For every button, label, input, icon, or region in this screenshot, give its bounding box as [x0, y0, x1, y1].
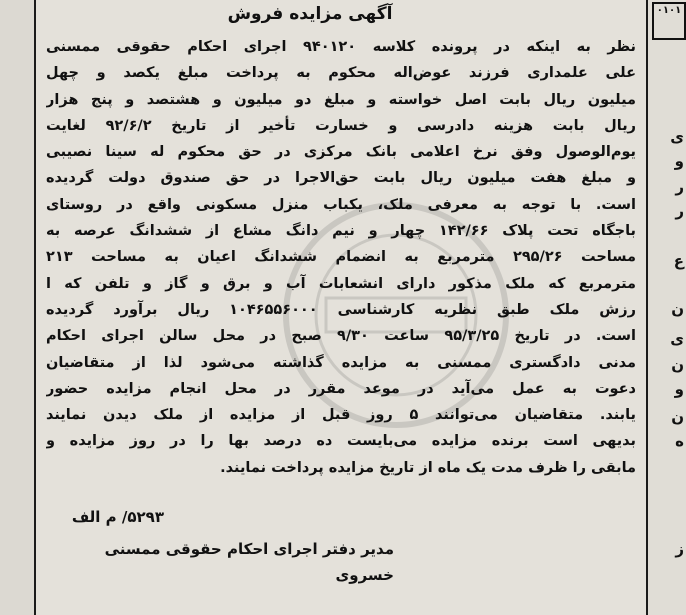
left-page-margin	[0, 0, 36, 615]
adjacent-ad-header: ۰۱۰۱	[652, 2, 686, 40]
fragment-letter: ن	[671, 300, 684, 318]
notice-line: مدنی دادگستری ممسنی به مزایده گذاشته می‌شود لذا از متقاضیان	[46, 354, 636, 371]
fragment-letter: و	[674, 152, 684, 170]
notice-line: باجگاه تحت پلاک ۱۴۲/۶۶ چهار و نیم دانگ مشاع از ششدانگ عرصه به	[46, 223, 636, 240]
fragment-letter: ه	[675, 432, 684, 450]
notice-line: مابقی را ظرف مدت یک ماه از تاریخ مزایده پرداخت نمایند.	[220, 459, 636, 476]
notice-line: است. در تاریخ ۹۵/۳/۲۵ ساعت ۹/۳۰ صبح در محل سالن اجرای احکام	[46, 328, 636, 345]
notice-line: دعوت به عمل می‌آید در موعد مقرر در محل انجام مزایده حضور	[46, 380, 636, 397]
notice-line: است. با توجه به معرفی ملک، یکباب منزل مسکونی واقع در روستای	[46, 196, 636, 213]
reference-code: ۵۲۹۳/ م الف	[71, 508, 164, 526]
fragment-letter: ر	[675, 178, 684, 196]
fragment-letter: ی	[670, 128, 684, 146]
notice-body	[46, 34, 636, 481]
signature-title: مدیر دفتر اجرای احکام حقوقی ممسنی	[104, 540, 394, 558]
fragment-letter: ع	[673, 252, 684, 270]
notice-title: آگهی مزایده فروش	[227, 4, 393, 24]
signature-name: خسروی	[335, 566, 394, 584]
notice-line: بدیهی است برنده مزایده می‌بایست ده درصد بها را در روز مزایده و	[46, 433, 636, 450]
notice-line: ریال بابت هزینه دادرسی و خسارت تأخیر از تاریخ ۹۲/۶/۲ لغایت	[46, 117, 636, 134]
notice-line: علی علمداری فرزند عوض‌اله محکوم به پرداخت مبلغ یکصد و چهل	[46, 65, 636, 82]
fragment-letter: ی	[670, 330, 684, 348]
notice-line: و مبلغ هفت میلیون ریال بابت حق‌الاجرا در حق صندوق دولت گردیده	[46, 170, 636, 187]
notice-line: یابند. متقاضیان می‌توانند ۵ روز قبل از مزایده از ملک دیدن نمایند	[46, 407, 636, 424]
adjacent-column-fragment	[646, 0, 686, 615]
notice-line: میلیون ریال بابت اصل خواسته و مبلغ دو میلیون و هشتصد و پنج هزار	[46, 91, 636, 108]
fragment-letter: ر	[675, 202, 684, 220]
notice-line: یوم‌الوصول وفق نرخ اعلامی بانک مرکزی در حق محکوم له سینا نصیبی	[46, 144, 636, 161]
fragment-letter: ن	[671, 356, 684, 374]
notice-line: مترمربع که ملک مذکور دارای انشعابات آب و برق و گاز و تلفن که ا	[46, 275, 636, 292]
notice-line: رزش ملک طبق نظریه کارشناسی ۱۰۴۶۵۵۶۰۰۰ ریال برآورد گردیده	[46, 301, 636, 318]
notice-line: مساحت ۲۹۵/۲۶ مترمربع به انضمام ششدانگ اعیان به مساحت ۲۱۳	[46, 249, 636, 266]
notice-line: نظر به اینکه در پرونده کلاسه ۹۴۰۱۲۰ اجرای احکام حقوقی ممسنی	[46, 39, 636, 55]
fragment-letter: ن	[671, 408, 684, 426]
fragment-letter: و	[674, 380, 684, 398]
auction-notice	[36, 0, 644, 615]
fragment-letter: ز	[675, 540, 684, 558]
